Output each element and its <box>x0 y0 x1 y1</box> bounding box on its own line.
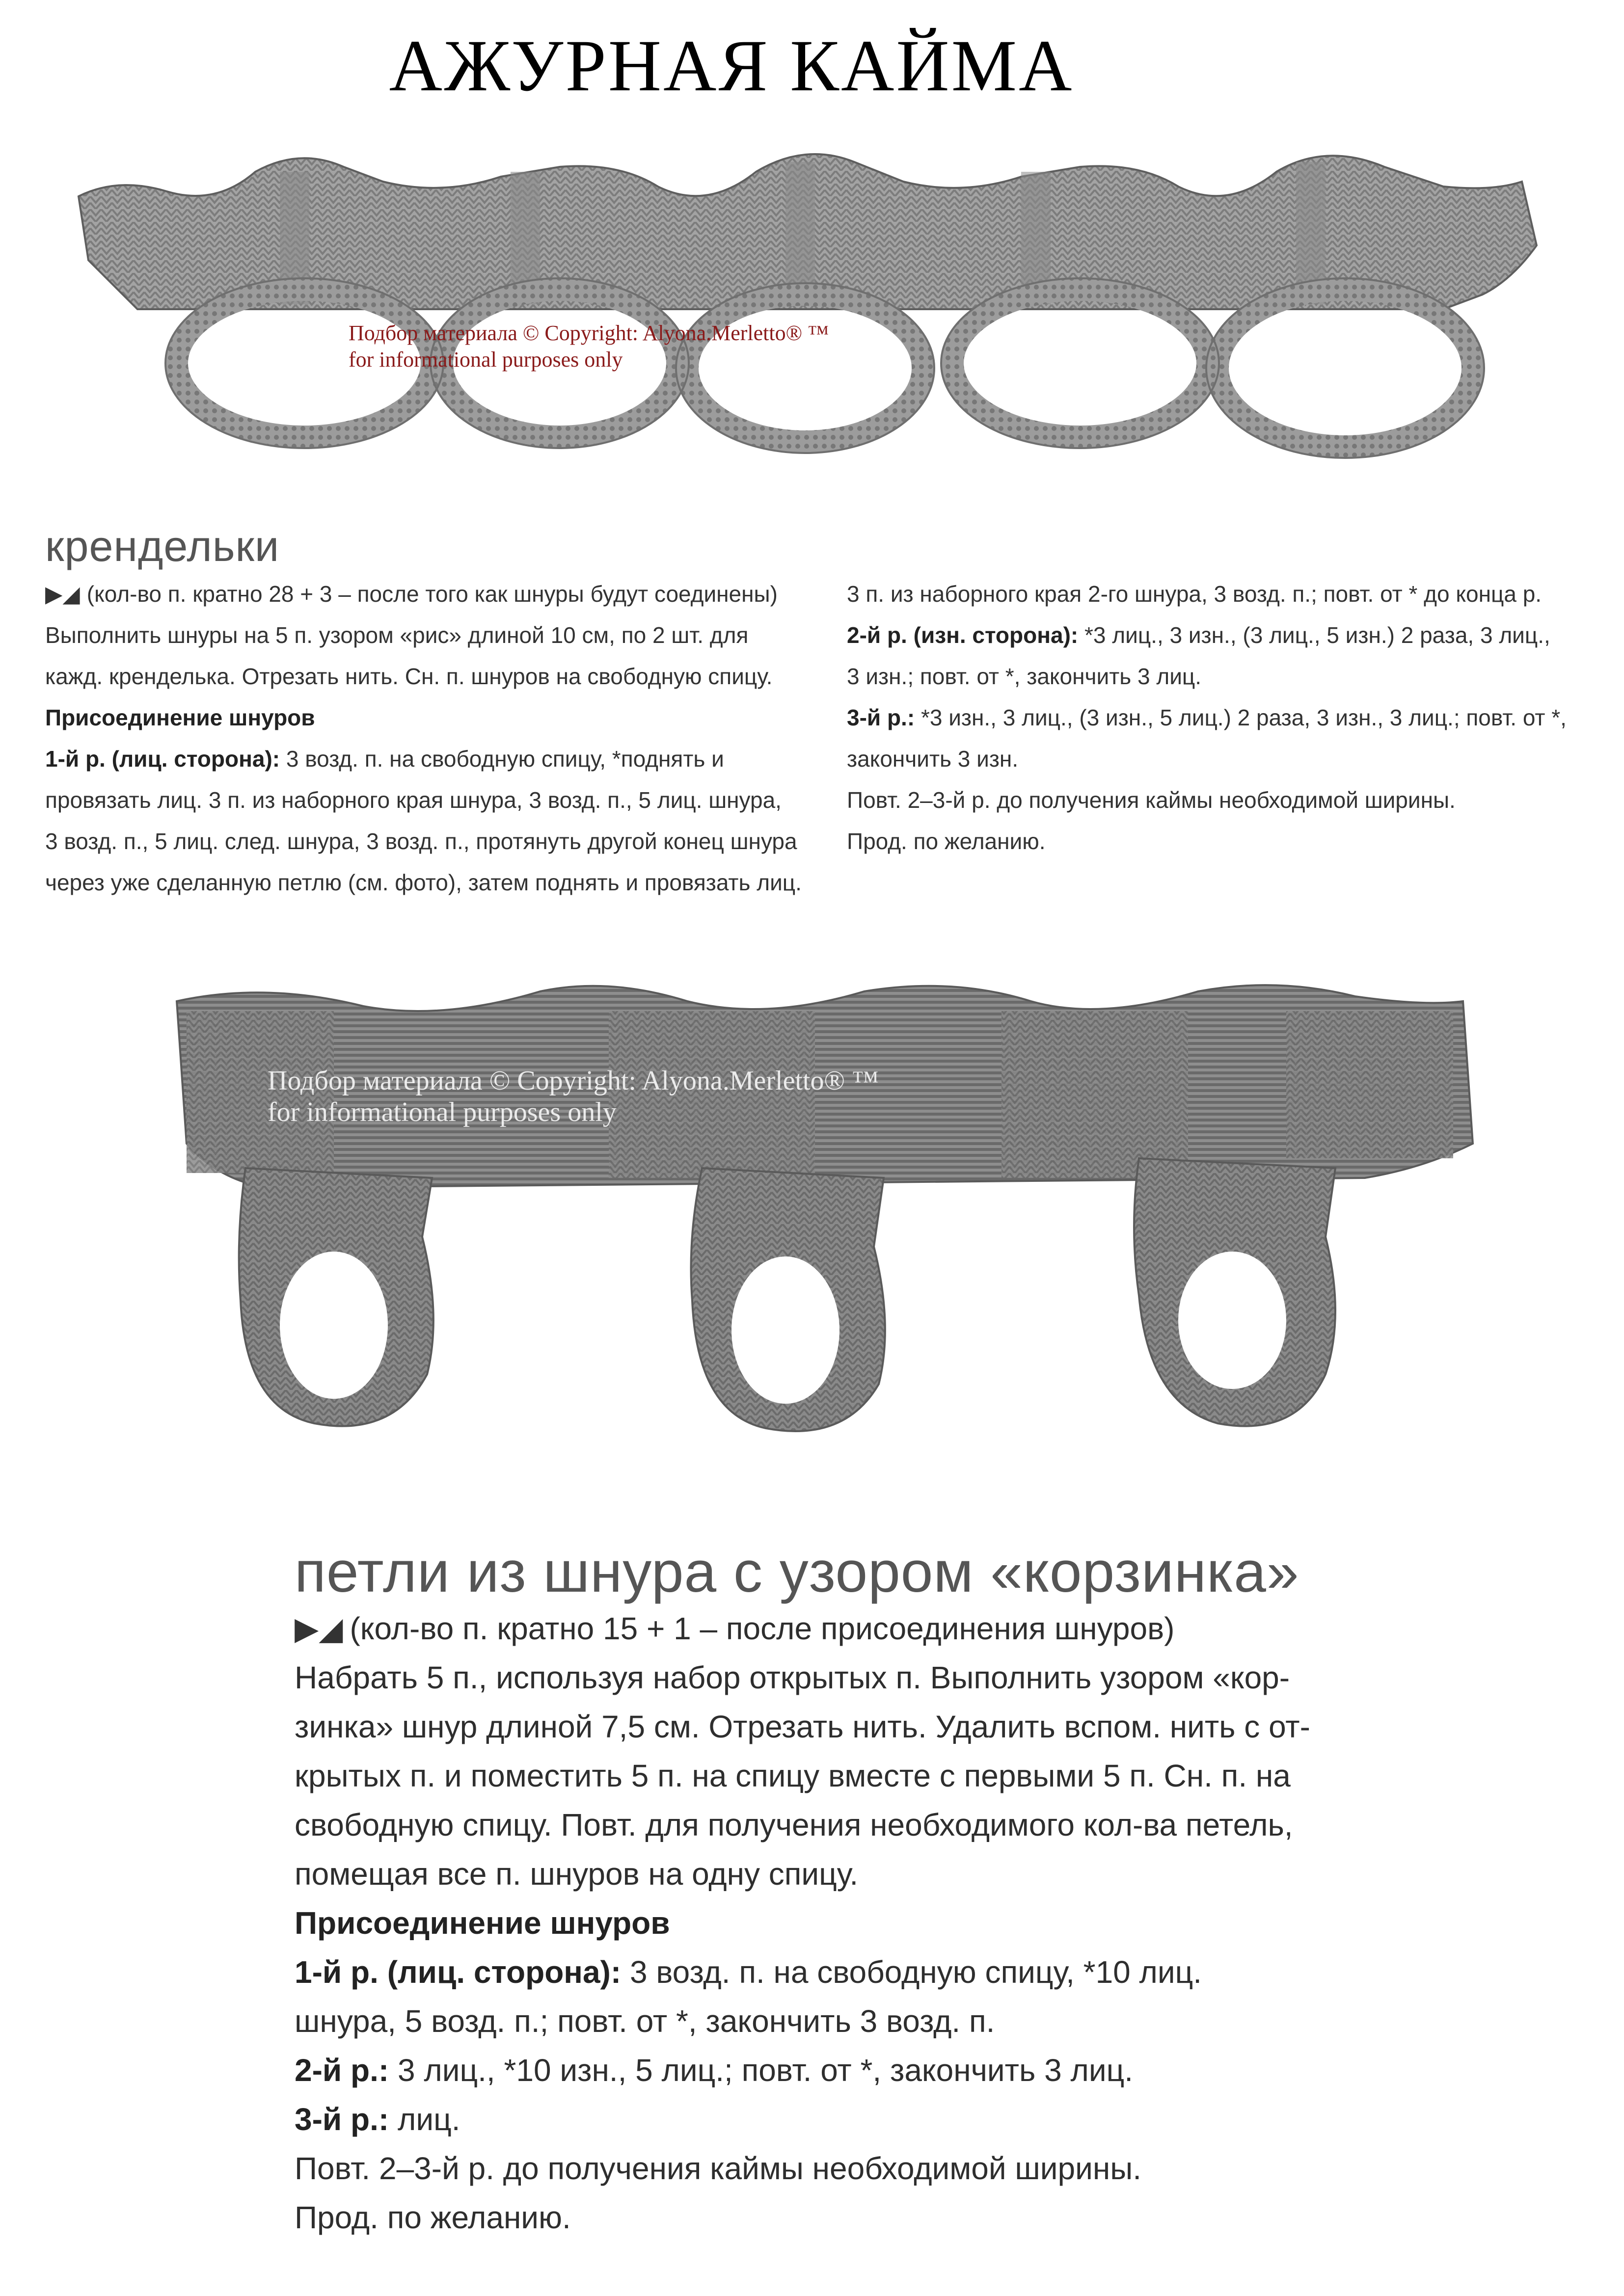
section2-intro-line <box>295 1604 1497 1653</box>
section1-row1-cont: провязать лиц. 3 п. из наборного края шнура, 3 возд. п., 5 лиц. шнура, <box>45 787 782 813</box>
section1-intro-line <box>45 573 840 614</box>
section2-line: зинка» шнур длиной 7,5 см. Отрезать нить. Удалить вспом. нить с от- <box>295 1709 1310 1744</box>
section1-column-right <box>847 573 1598 862</box>
section1-row3-cont: закончить 3 изн. <box>847 746 1019 772</box>
needle-markers-icon: ▶◢ <box>295 1611 343 1646</box>
section2-line: свободную спицу. Повт. для получения необходимого кол-ва петель, <box>295 1807 1293 1842</box>
section1-line: кажд. кренделька. Отрезать нить. Сн. п. шнуров на свободную спицу. <box>45 664 773 689</box>
section1-row3-label: 3-й р.: <box>847 705 915 730</box>
section2-continue: Прод. по желанию. <box>295 2200 571 2235</box>
page-title: АЖУРНАЯ КАЙМА <box>389 25 1074 107</box>
watermark-line-1: Подбор материала © Copyright: Alyona.Merletto® ™ <box>349 321 829 345</box>
watermark-line-2: for informational purposes only <box>268 1097 617 1127</box>
section2-repeat: Повт. 2–3-й р. до получения каймы необходимой ширины. <box>295 2151 1141 2186</box>
section1-continue: Прод. по желанию. <box>847 828 1046 854</box>
section2-row1-cont: шнура, 5 возд. п.; повт. от *, закончить 3 возд. п. <box>295 2003 995 2039</box>
section2-body <box>295 1604 1497 2242</box>
section2-row2-text: 3 лиц., *10 изн., 5 лиц.; повт. от *, закончить 3 лиц. <box>389 2053 1133 2088</box>
watermark-line-2: for informational purposes only <box>349 347 623 372</box>
section1-row1-cont: через уже сделанную петлю (см. фото), затем поднять и провязать лиц. <box>45 870 802 895</box>
basket-loops-photo <box>167 982 1502 1472</box>
section2-row1 <box>295 1948 1497 1997</box>
section2-subheading: Присоединение шнуров <box>295 1905 670 1941</box>
watermark-middle <box>268 1065 879 1128</box>
basket-loops-image <box>167 982 1502 1472</box>
section2-row3-label: 3-й р.: <box>295 2102 389 2137</box>
section2-row3-text: лиц. <box>389 2102 460 2137</box>
section1-row1-text: 3 возд. п. на свободную спицу, *поднять и <box>280 746 724 772</box>
section2-row1-text: 3 возд. п. на свободную спицу, *10 лиц. <box>621 1954 1202 1990</box>
section1-heading: крендельки <box>45 522 280 570</box>
section2-row3 <box>295 2095 1497 2144</box>
section1-col2-first: 3 п. из наборного края 2-го шнура, 3 возд. п.; повт. от * до конца р. <box>847 581 1542 607</box>
section1-row2-text: *3 лиц., 3 изн., (3 лиц., 5 изн.) 2 раза, 3 лиц., <box>1078 622 1550 648</box>
watermark-top <box>349 320 829 373</box>
watermark-line-1: Подбор материала © Copyright: Alyona.Merletto® ™ <box>268 1066 879 1096</box>
section1-row1 <box>45 738 840 779</box>
section2-line: помещая все п. шнуров на одну спицу. <box>295 1856 859 1892</box>
section1-row2 <box>847 614 1598 656</box>
pretzel-edging-photo <box>69 133 1551 486</box>
section1-row3 <box>847 697 1598 738</box>
section2-row1-label: 1-й р. (лиц. сторона): <box>295 1954 622 1990</box>
section1-row2-cont: 3 изн.; повт. от *, закончить 3 лиц. <box>847 664 1202 689</box>
section1-column-left <box>45 573 840 903</box>
section1-repeat: Повт. 2–3-й р. до получения каймы необходимой ширины. <box>847 787 1456 813</box>
section1-row3-text: *3 изн., 3 лиц., (3 изн., 5 лиц.) 2 раза, 3 изн., 3 лиц.; повт. от *, <box>915 705 1567 730</box>
needle-markers-icon: ▶◢ <box>45 581 80 607</box>
section2-line: крытых п. и поместить 5 п. на спицу вместе с первыми 5 п. Сн. п. на <box>295 1758 1291 1793</box>
section1-line: Выполнить шнуры на 5 п. узором «рис» длиной 10 см, по 2 шт. для <box>45 622 749 648</box>
section1-intro: (кол-во п. кратно 28 + 3 – после того как шнуры будут соединены) <box>86 581 778 607</box>
section2-intro: (кол-во п. кратно 15 + 1 – после присоединения шнуров) <box>350 1611 1175 1646</box>
section2-line: Набрать 5 п., используя набор открытых п. Выполнить узором «кор- <box>295 1660 1290 1695</box>
section1-row1-cont: 3 возд. п., 5 лиц. след. шнура, 3 возд. п., протянуть другой конец шнура <box>45 828 797 854</box>
pretzel-edging-image <box>69 133 1551 486</box>
section2-row2-label: 2-й р.: <box>295 2053 389 2088</box>
section2-row2 <box>295 2046 1497 2095</box>
section1-subheading: Присоединение шнуров <box>45 705 315 730</box>
section1-row1-label: 1-й р. (лиц. сторона): <box>45 746 280 772</box>
section1-row2-label: 2-й р. (изн. сторона): <box>847 622 1079 648</box>
section2-heading: петли из шнура с узором «корзинка» <box>295 1540 1299 1604</box>
